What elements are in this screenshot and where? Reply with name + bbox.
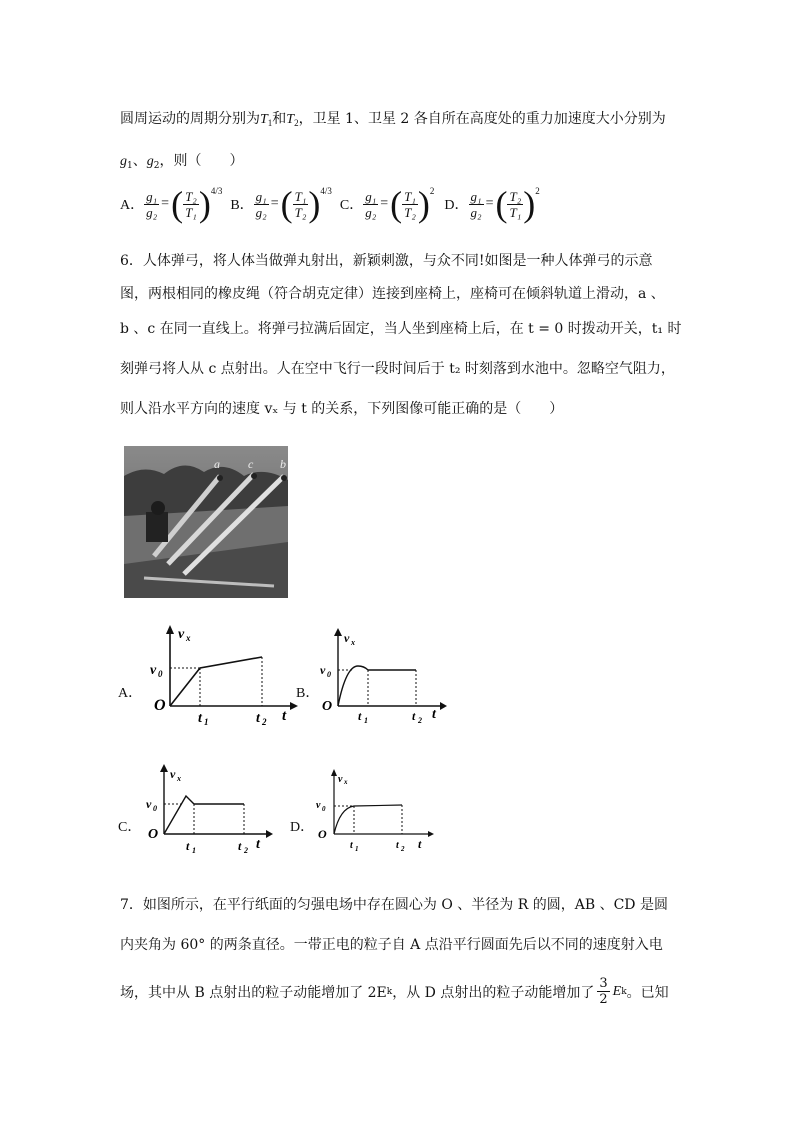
- svg-text:v: v: [178, 627, 185, 642]
- q5-line1: 圆周运动的周期分别为$T_1$和$T_2$，卫星 1、卫星 2 各自所在高度处的重力加速度大小分别为: [120, 111, 666, 128]
- svg-text:x: x: [351, 638, 355, 647]
- svg-text:v: v: [170, 767, 176, 781]
- q6-line5: 则人沿水平方向的速度 vₓ 与 t 的关系，下列图像可能正确的是（ ）: [120, 401, 564, 417]
- svg-text:2: 2: [418, 716, 422, 725]
- graph-c: [146, 764, 274, 864]
- svg-text:0: 0: [153, 804, 157, 813]
- q6-line1: 6．人体弹弓，将人体当做弹丸射出，新颖刺激，与众不同!如图是一种人体弹弓的示意: [120, 253, 653, 269]
- option-a-label: A．: [120, 198, 145, 213]
- svg-text:x: x: [186, 633, 191, 643]
- svg-text:O: O: [148, 827, 159, 842]
- svg-text:v: v: [320, 663, 326, 677]
- svg-text:t: t: [282, 708, 287, 724]
- svg-text:t: t: [432, 707, 436, 722]
- svg-text:O: O: [154, 697, 166, 714]
- svg-text:v: v: [338, 774, 343, 785]
- svg-text:t: t: [256, 711, 260, 726]
- svg-text:0: 0: [322, 805, 326, 813]
- svg-text:t: t: [396, 840, 399, 851]
- svg-text:1: 1: [364, 716, 368, 725]
- q7-line2: 内夹角为 60° 的两条直径。一带正电的粒子自 A 点沿平行圆面先后以不同的速度射入电: [120, 937, 663, 953]
- photo-label-a: a: [214, 457, 220, 471]
- q6-line4: 刻弹弓将人从 c 点射出。人在空中飞行一段时间后于 t₂ 时刻落到水池中。忽略空气阻力，: [120, 361, 675, 377]
- svg-text:2: 2: [401, 845, 405, 853]
- q5-options: A． $\frac{\text{g₁}}{\text{g₂}}$ = ( $\frac{\text{T₂}}{\text{T₁}}$ ) 4/3 B． $\frac{\text{g₁}}{\text{g₂}}$ = ( $\frac{\text{T₁}}{\text{T₂}}$ ) 4/3 C． $\frac{\text{g₁}}{\text{g₂}}$ = ( $\frac{\text{T₁}}{\text{T₂}}$ ) 2 D． $\frac{\text{g₁}}{\text{g₂}}$ = ( $\frac{\text{T₂}}{\text{T₁}}$ ) 2: [120, 184, 540, 224]
- svg-text:O: O: [322, 699, 333, 714]
- q7-line3: 场，其中从 B 点射出的粒子动能增加了 2E k ，从 D 点射出的粒子动能增加了 $\frac{3}{2}$ E k 。已知: [120, 976, 669, 1007]
- svg-text:t: t: [412, 709, 416, 723]
- slingshot-photo: [124, 446, 288, 598]
- svg-text:v: v: [146, 797, 152, 811]
- svg-text:1: 1: [192, 846, 196, 855]
- svg-text:t: t: [238, 839, 242, 853]
- graph-a: [150, 622, 300, 728]
- svg-text:1: 1: [204, 717, 209, 727]
- q6-line3: b 、c 在同一直线上。将弹弓拉满后固定，当人坐到座椅上后，在 t = 0 时拨动开关，t₁ 时: [120, 321, 682, 337]
- svg-text:2: 2: [244, 846, 248, 855]
- graph-b-label: B．: [296, 686, 320, 701]
- svg-text:0: 0: [327, 670, 331, 679]
- q6-line2: 图，两根相同的橡皮绳（符合胡克定律）连接到座椅上，座椅可在倾斜轨道上滑动，a 、: [120, 286, 665, 302]
- svg-text:t: t: [198, 711, 202, 726]
- graph-d-label: D．: [290, 820, 315, 835]
- option-c-label: C．: [339, 198, 364, 213]
- svg-text:t: t: [186, 839, 190, 853]
- svg-text:v: v: [150, 663, 157, 678]
- svg-text:x: x: [177, 774, 181, 783]
- svg-text:x: x: [344, 778, 348, 786]
- svg-text:v: v: [316, 800, 321, 811]
- graph-d: [316, 768, 436, 864]
- svg-text:2: 2: [262, 717, 267, 727]
- graph-a-label: A．: [118, 686, 143, 701]
- svg-text:t: t: [358, 709, 362, 723]
- q7-line1: 7．如图所示，在平行纸面的匀强电场中存在圆心为 O 、半径为 R 的圆，AB 、CD 是圆: [120, 897, 668, 913]
- graph-b: [318, 626, 448, 726]
- svg-text:v: v: [344, 631, 350, 645]
- svg-text:t: t: [350, 840, 353, 851]
- svg-text:O: O: [318, 827, 327, 841]
- svg-text:t: t: [256, 837, 260, 852]
- option-b-label: B．: [230, 198, 254, 213]
- svg-text:1: 1: [355, 845, 359, 853]
- photo-label-b: b: [280, 457, 286, 471]
- graph-c-label: C．: [118, 820, 142, 835]
- svg-text:t: t: [418, 837, 422, 851]
- q5-line2: $g_1$、$g_2$，则（ ）: [120, 153, 244, 171]
- photo-label-c: c: [248, 457, 254, 471]
- option-d-label: D．: [444, 198, 469, 213]
- svg-text:0: 0: [158, 669, 163, 679]
